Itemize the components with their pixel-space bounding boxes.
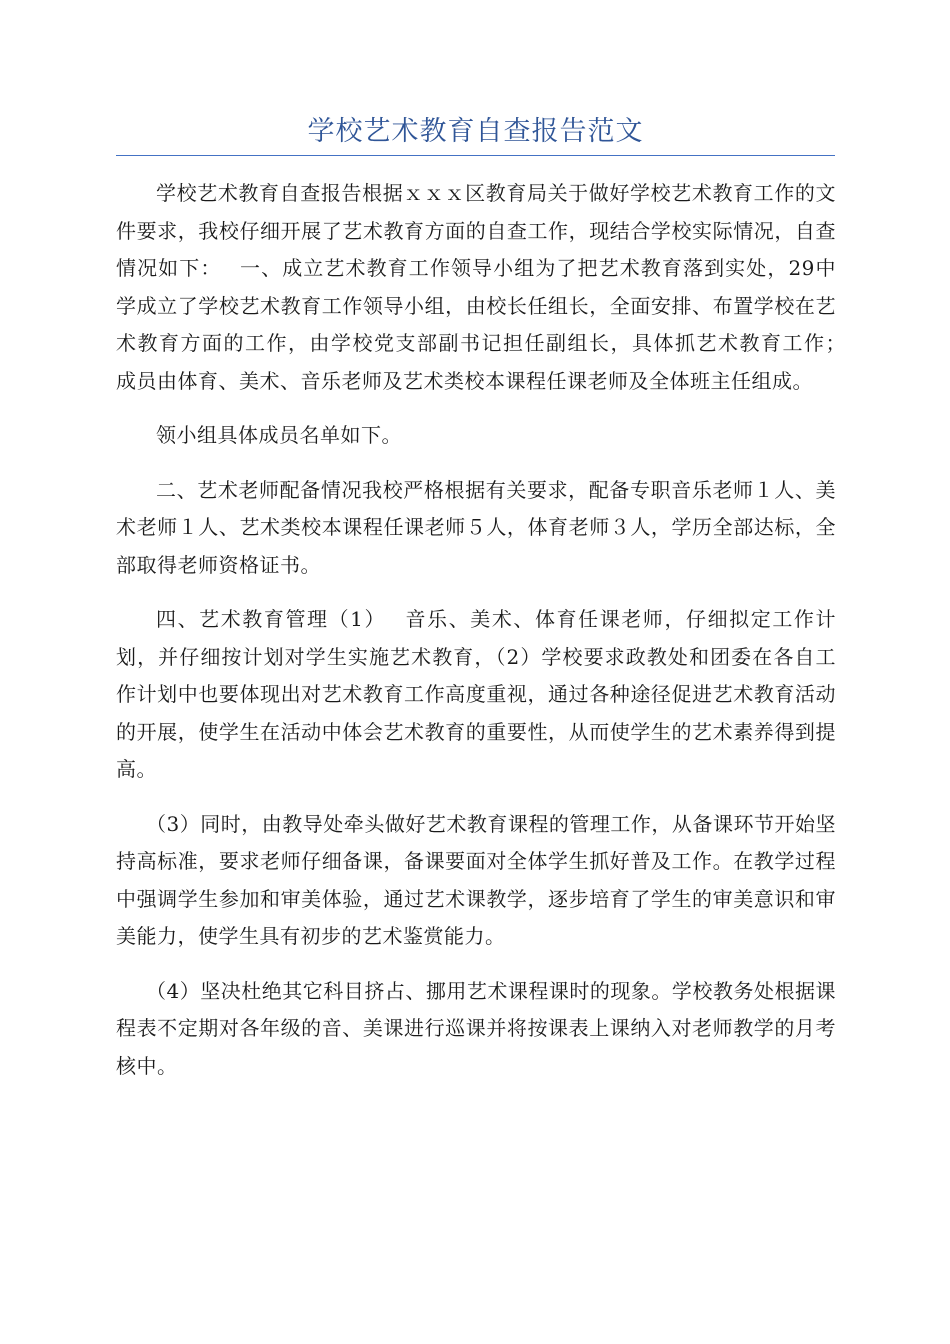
paragraph-class-hours: （4）坚决杜绝其它科目挤占、挪用艺术课程课时的现象。学校教务处根据课程表不定期对各年级的音、美课进行巡课并将按课表上课纳入对老师教学的月考核中。 bbox=[116, 978, 836, 1078]
paragraph-intro: 学校艺术教育自查报告根据ｘｘｘ区教育局关于做好学校艺术教育工作的文件要求，我校仔细开展了艺术教育方面的自查工作，现结合学校实际情况，自查情况如下： 一、成立艺术教育工作领导小组为了把艺术教育落到实处，29中学成立了学校艺术教育工作领导小组，由校长任组长，全面安排、布置学校在艺术教育方面的工作，由学校党支部副书记担任副组长，具体抓艺术教育工作； 成员由体育、美术、音乐老师及艺术类校本课程任课老师及全体班主任组成。 bbox=[116, 181, 864, 393]
paragraph-curriculum: （3）同时，由教导处牵头做好艺术教育课程的管理工作，从备课环节开始坚持高标准，要求老师仔细备课，备课要面对全体学生抓好普及工作。在教学过程中强调学生参加和审美体验，通过艺术课教学，逐步培育了学生的审美意识和审美能力，使学生具有初步的艺术鉴赏能力。 bbox=[116, 811, 836, 948]
document-title: 学校艺术教育自查报告范文 bbox=[307, 116, 644, 147]
document-body bbox=[116, 175, 864, 1102]
paragraph-member-list: 领小组具体成员名单如下。 bbox=[156, 423, 402, 447]
paragraph-teacher-staffing: 二、艺术老师配备情况我校严格根据有关要求，配备专职音乐老师１人、美术老师１人、艺术类校本课程任课老师５人，体育老师３人，学历全部达标，全部取得老师资格证书。 bbox=[116, 477, 836, 577]
paragraph-management: 四、艺术教育管理（1） 音乐、美术、体育任课老师，仔细拟定工作计划，并仔细按计划对学生实施艺术教育，（2）学校要求政教处和团委在各自工作计划中也要体现出对艺术教育工作高度重视，通过各种途径促进艺术教育活动的开展，使学生在活动中体会艺术教育的重要性，从而使学生的艺术素养得到提高。 bbox=[116, 607, 836, 781]
title-block bbox=[116, 112, 835, 156]
